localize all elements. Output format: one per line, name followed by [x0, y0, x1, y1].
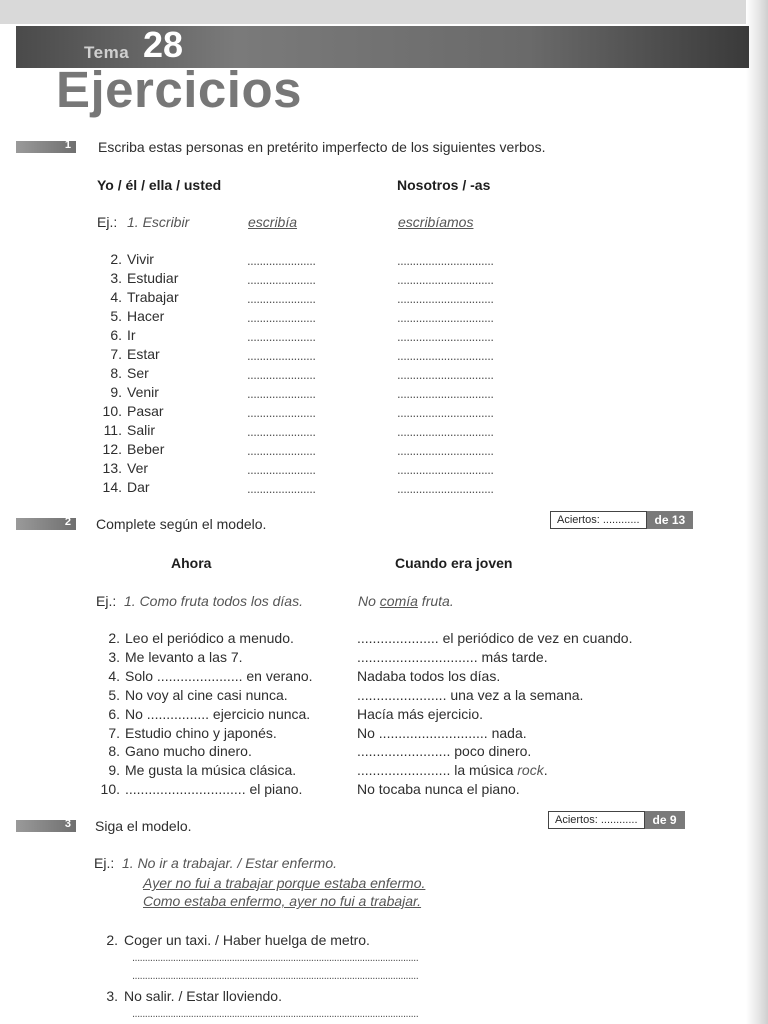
answer-blank-plural[interactable]: ............................... — [397, 253, 494, 268]
answer-blank-singular[interactable]: ...................... — [247, 462, 316, 477]
exercise-1-item-verb: Hacer — [127, 308, 165, 324]
exercise-2-item-number: 5. — [108, 686, 120, 703]
answer-blank-singular[interactable]: ...................... — [247, 367, 316, 382]
answer-blank-plural[interactable]: ............................... — [397, 348, 494, 363]
exercise-2-item-left[interactable]: Gano mucho dinero. — [125, 743, 252, 760]
exercise-2-item-left[interactable]: No ................ ejercicio nunca. — [125, 705, 311, 722]
page-title: Ejercicios — [56, 61, 302, 118]
answer-blank-singular[interactable]: ...................... — [247, 310, 316, 325]
exercise-1-item-number: 9. — [110, 384, 122, 400]
exercise-2-item-number: 4. — [108, 667, 120, 684]
exercise-1-example-prefix: Ej.: — [97, 214, 118, 230]
exercise-2-item-left[interactable]: ............................... el piano. — [125, 781, 303, 798]
exercise-2-col2-header: Cuando era joven — [395, 555, 513, 571]
exercise-1-item-number: 14. — [102, 479, 122, 495]
exercise-2-item-left[interactable]: Me levanto a las 7. — [125, 648, 243, 665]
exercise-1-item-number: 6. — [110, 327, 122, 343]
exercise-1-item-number: 4. — [110, 289, 122, 305]
answer-blank-plural[interactable]: ............................... — [397, 462, 494, 477]
answer-blank-plural[interactable]: ............................... — [397, 367, 494, 382]
exercise-2-item-number: 6. — [108, 705, 120, 722]
exercise-2-example-right: No comía fruta. — [358, 593, 454, 609]
answer-blank-plural[interactable]: ............................... — [397, 272, 494, 287]
answer-line[interactable]: ................................................................................................................ — [132, 970, 419, 982]
exercise-1-item-verb: Salir — [127, 422, 156, 438]
exercise-3-example-prefix: Ej.: — [94, 855, 115, 871]
answer-blank-singular[interactable]: ...................... — [247, 329, 316, 344]
exercise-1-item-verb: Vivir — [127, 251, 154, 267]
answer-blank-plural[interactable]: ............................... — [397, 386, 494, 401]
exercise-3-example-answer2: Como estaba enfermo, ayer no fui a trabajar. — [143, 893, 422, 909]
answer-blank-singular[interactable]: ...................... — [247, 253, 316, 268]
exercise-1-item-number: 11. — [103, 422, 122, 438]
exercise-1-item-verb: Pasar — [127, 403, 164, 419]
exercise-1-item-number: 7. — [110, 346, 122, 362]
answer-blank-singular[interactable]: ...................... — [247, 291, 316, 306]
exercise-2-instruction: Complete según el modelo. — [96, 516, 267, 532]
exercise-2-example-left: 1. Como fruta todos los días. — [124, 593, 303, 609]
answer-line[interactable]: ................................................................................................................ — [132, 952, 419, 964]
exercise-1-example-verb: 1. Escribir — [127, 214, 190, 230]
exercise-2-item-right[interactable]: ........................ la música rock. — [357, 762, 548, 779]
exercise-1-example-answer2: escribíamos — [398, 214, 474, 230]
exercise-2-item-left[interactable]: Me gusta la música clásica. — [125, 762, 297, 779]
exercise-1-col2-header: Nosotros / -as — [397, 177, 491, 193]
answer-blank-plural[interactable]: ............................... — [397, 291, 494, 306]
exercise-2-item-left[interactable]: Solo ...................... en verano. — [125, 667, 313, 684]
exercise-1-item-number: 12. — [102, 441, 122, 457]
exercise-1-item-number: 5. — [110, 308, 122, 324]
exercise-2-item-right[interactable]: ............................... más tarde. — [357, 648, 548, 665]
exercise-2-item-number: 3. — [108, 648, 120, 665]
answer-blank-singular[interactable]: ...................... — [247, 481, 316, 496]
exercise-2-item-right[interactable]: No tocaba nunca el piano. — [357, 781, 520, 798]
exercise-1-item-verb: Estudiar — [127, 270, 179, 286]
answer-blank-singular[interactable]: ...................... — [247, 443, 316, 458]
exercise-1-example-answer1: escribía — [248, 214, 298, 230]
aciertos-total: de 9 — [645, 811, 685, 829]
exercise-2-item-right[interactable]: ..................... el periódico de vez en cuando. — [357, 630, 633, 646]
exercise-1-item-verb: Estar — [127, 346, 160, 362]
aciertos-field[interactable]: Aciertos: ............ — [550, 511, 647, 529]
answer-blank-singular[interactable]: ...................... — [247, 386, 316, 401]
exercise-1-item-number: 2. — [110, 251, 122, 267]
exercise-1-item-number: 3. — [110, 270, 122, 286]
exercise-3-score-box — [548, 811, 685, 829]
exercise-2-item-number: 10. — [100, 781, 120, 798]
exercise-2-example-prefix: Ej.: — [96, 593, 117, 609]
exercise-1-instruction: Escriba estas personas en pretérito imperfecto de los siguientes verbos. — [98, 139, 546, 155]
scan-top-strip — [0, 0, 768, 24]
exercise-2-item-right[interactable]: ....................... una vez a la semana. — [357, 686, 584, 703]
exercise-2-item-left[interactable]: No voy al cine casi nunca. — [125, 686, 288, 703]
exercise-3-badge: 3 — [16, 820, 76, 832]
exercise-2-item-right[interactable]: No ............................ nada. — [357, 724, 527, 741]
exercise-1-item-verb: Venir — [127, 384, 159, 400]
answer-blank-singular[interactable]: ...................... — [247, 405, 316, 420]
answer-blank-singular[interactable]: ...................... — [247, 272, 316, 287]
exercise-1-item-verb: Ir — [127, 327, 136, 343]
answer-blank-plural[interactable]: ............................... — [397, 329, 494, 344]
exercise-2-item-left[interactable]: Leo el periódico a menudo. — [125, 630, 294, 646]
exercise-2-item-number: 7. — [108, 724, 120, 741]
exercise-3-item-prompt: Coger un taxi. / Haber huelga de metro. — [124, 932, 370, 948]
exercise-2-item-number: 9. — [108, 762, 120, 779]
answer-blank-plural[interactable]: ............................... — [397, 424, 494, 439]
exercise-3-item-number: 2. — [106, 932, 118, 948]
answer-blank-singular[interactable]: ...................... — [247, 348, 316, 363]
exercise-3-example-answer1: Ayer no fui a trabajar porque estaba enfermo. — [143, 875, 426, 891]
exercise-1-item-verb: Trabajar — [127, 289, 179, 305]
exercise-3-item-number: 3. — [106, 988, 118, 1004]
scan-right-shadow — [746, 0, 768, 1024]
exercise-1-col1-header: Yo / él / ella / usted — [97, 177, 222, 193]
exercise-1-item-number: 10. — [102, 403, 122, 419]
exercise-2-score-box — [550, 511, 693, 529]
exercise-3-example-prompt: 1. No ir a trabajar. / Estar enfermo. — [122, 855, 338, 871]
answer-line[interactable]: ................................................................................................................ — [132, 1008, 419, 1020]
tema-number: 28 — [143, 24, 184, 65]
answer-blank-plural[interactable]: ............................... — [397, 443, 494, 458]
exercise-1-item-verb: Dar — [127, 479, 150, 495]
exercise-2-item-left[interactable]: Estudio chino y japonés. — [125, 724, 277, 741]
tema-label: Tema — [84, 43, 130, 62]
exercise-3-instruction: Siga el modelo. — [95, 818, 192, 834]
exercise-2-col1-header: Ahora — [171, 555, 212, 571]
aciertos-field[interactable]: Aciertos: ............ — [548, 811, 645, 829]
exercise-1-item-number: 13. — [102, 460, 122, 476]
exercise-3-item-prompt: No salir. / Estar lloviendo. — [124, 988, 282, 1004]
exercise-1-item-verb: Beber — [127, 441, 165, 457]
exercise-1-item-verb: Ver — [127, 460, 149, 476]
answer-blank-singular[interactable]: ...................... — [247, 424, 316, 439]
exercise-1-badge: 1 — [16, 141, 76, 153]
exercise-1-item-verb: Ser — [127, 365, 149, 381]
exercise-2-badge: 2 — [16, 518, 76, 530]
answer-blank-plural[interactable]: ............................... — [397, 310, 494, 325]
exercise-2-item-right[interactable]: Nadaba todos los días. — [357, 667, 501, 684]
aciertos-total: de 13 — [647, 511, 694, 529]
exercise-2-item-right[interactable]: Hacía más ejercicio. — [357, 705, 484, 722]
answer-blank-plural[interactable]: ............................... — [397, 481, 494, 496]
exercise-2-item-number: 8. — [108, 743, 120, 760]
answer-blank-plural[interactable]: ............................... — [397, 405, 494, 420]
exercise-1-item-number: 8. — [110, 365, 122, 381]
exercise-2-item-right[interactable]: ........................ poco dinero. — [357, 743, 532, 760]
exercise-2-item-number: 2. — [108, 630, 120, 646]
